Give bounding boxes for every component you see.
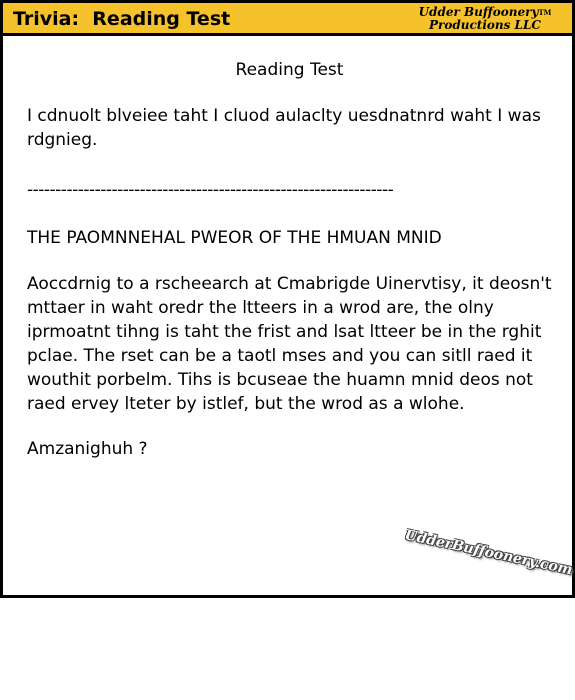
brand-company: Productions LLC	[429, 18, 541, 32]
page-title: Reading Test	[235, 60, 344, 80]
watermark-logo: UdderBuffoonery.com	[403, 527, 574, 579]
closing-line: Amzanighuh ?	[27, 439, 148, 459]
brand-logo	[410, 6, 560, 32]
body-paragraph: Aoccdrnig to a rscheearch at Cmabrigde Uinervtisy, it deosn't mttaer in waht oredr the ltteers in a wrod are, the olny iprmoatnt tihng is taht the frist and lsat ltteer be in the rghit pclae. The rset can be a taotl mses and you can sitll raed it wouthit porbelm. Tihs is bcuseae the huamn mnid deos not raed ervey lteter by istlef, but the wrod as a wlohe.	[27, 274, 552, 414]
header-title: Trivia: Reading Test	[13, 8, 231, 30]
subheading: THE PAOMNNEHAL PWEOR OF THE HMUAN MNID	[27, 228, 442, 248]
intro-paragraph: I cdnuolt blveiee taht I cluod aulaclty uesdnatnrd waht I was rdgnieg.	[27, 106, 541, 150]
header-bar	[3, 3, 572, 36]
brand-name: Udder Buffoonery	[418, 5, 539, 19]
divider: -----------------------------------------------------------------	[27, 180, 394, 200]
trademark-mark: TM	[538, 8, 552, 17]
article	[27, 39, 552, 461]
